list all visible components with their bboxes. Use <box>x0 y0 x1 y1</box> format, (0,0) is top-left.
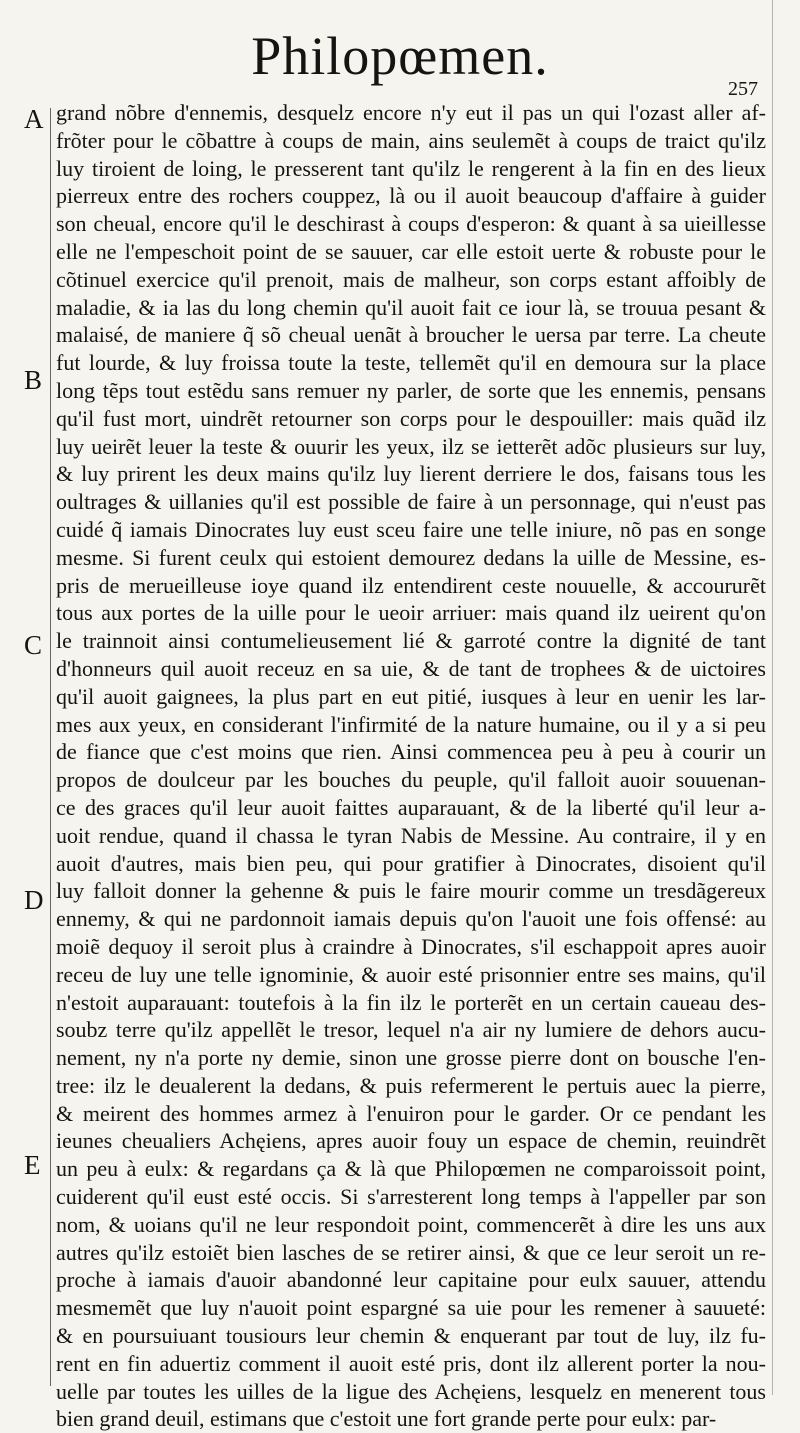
text-line: moiẽ dequoy il seroit plus à craindre à Dinocrates, s'il eschappoit apres auoir <box>56 933 766 959</box>
text-line: d'honneurs quil auoit receuz en sa uie, & de tant de trophees & de uictoires <box>56 655 766 681</box>
text-line: auoit d'autres, mais bien peu, qui pour gratifier à Dinocrates, disoient qu'il <box>56 850 766 876</box>
text-line: son cheual, encore qu'il le deschirast à coups d'esperon: & quant à sa uieillesse <box>56 211 766 237</box>
text-line: fut lourde, & luy froissa toute la teste, tellemẽt qu'il en demoura sur la place <box>56 350 766 376</box>
text-line: mesmemẽt que luy n'auoit point espargné sa uie pour les remener à sauueté: <box>56 1295 766 1321</box>
margin-marker-d: D <box>24 885 44 915</box>
text-line: & en poursuiuant tousiours leur chemin & enquerant par tout de luy, ilz fu- <box>56 1323 766 1349</box>
text-line: soubz terre qu'ilz appellẽt le tresor, lequel n'a air ny lumiere de dehors aucu- <box>56 1017 766 1043</box>
margin-marker-a: A <box>24 104 44 134</box>
text-line: nement, ny n'a porte ny demie, sinon une grosse pierre dont on bousche l'en- <box>56 1045 766 1071</box>
text-line: luy falloit donner la gehenne & puis le faire mourir comme un tresdãgereux <box>56 878 766 904</box>
text-line: ieunes cheualiers Achęiens, apres auoir fouy un espace de chemin, reuindrẽt <box>56 1128 766 1154</box>
page-edge-rule <box>772 0 773 1395</box>
margin-marker-c: C <box>24 630 43 660</box>
text-line: long tẽps tout estẽdu sans remuer ny parler, de sorte que les ennemis, pensans <box>56 377 766 403</box>
text-line: tous aux portes de la uille pour le ueoir arriuer: mais quand ilz ueirent qu'on <box>56 600 766 626</box>
text-line: nom, & uoians qu'il ne leur respondoit point, commencerẽt à dire les uns aux <box>56 1211 766 1237</box>
text-line: pierreux entre des rochers couppez, là ou il auoit beaucoup d'affaire à guider <box>56 183 766 209</box>
text-line: rent en fin aduertiz comment il auoit esté pris, dont ilz allerent porter la nou- <box>56 1350 766 1376</box>
text-line: elle ne l'empeschoit point de se sauuer, car elle estoit uerte & robuste pour le <box>56 238 766 264</box>
text-line: maladie, & ia las du long chemin qu'il auoit fait ce iour là, se trouua pesant & <box>56 294 766 320</box>
body-text <box>56 99 766 1433</box>
text-line: bien grand deuil, estimans que c'estoit une fort grande perte pour eulx: par- <box>56 1406 717 1432</box>
text-line: qu'il auoit gaignees, la plus part en eut pitié, iusques à leur en uenir les lar- <box>56 683 766 709</box>
margin-marker-e: E <box>24 1150 41 1180</box>
text-line: receu de luy une telle ignominie, & auoir esté prisonnier entre ses mains, qu'il <box>56 961 766 987</box>
text-line: de fiance que c'est moins que rien. Ainsi commencea peu à peu à courir un <box>56 739 766 765</box>
text-line: cõtinuel exercice qu'il prenoit, mais de malheur, son corps estant affoibly de <box>56 266 766 292</box>
left-margin-rule <box>50 108 51 1386</box>
text-line: mes aux yeux, en considerant l'infirmité de la nature humaine, ou il y a si peu <box>56 711 766 737</box>
text-line: & luy prirent les deux mains qu'ilz luy lierent derriere le dos, faisans tous les <box>56 461 766 487</box>
text-line: luy ueirẽt leuer la teste & ouurir les yeux, ilz se ietterẽt adõc plusieurs sur luy, <box>56 433 766 459</box>
text-line: un peu à eulx: & regardans ça & là que Philopœmen ne comparoissoit point, <box>56 1156 766 1182</box>
text-line: propos de doulceur par les bouches du peuple, qu'il falloit auoir souuenan- <box>56 767 766 793</box>
running-title: Philopœmen. <box>251 26 549 86</box>
text-line: cuiderent qu'il eust esté occis. Si s'arresterent long temps à l'appeller par son <box>56 1184 766 1210</box>
margin-marker-b: B <box>24 365 43 395</box>
text-line: malaisé, de maniere q̃ sõ cheual uenãt à broucher le uersa par terre. La cheute <box>56 322 766 348</box>
text-line: ennemy, & qui ne pardonnoit iamais depuis qu'on l'auoit une fois offensé: au <box>56 906 766 932</box>
text-line: oultrages & uillanies qu'il est possible de faire à un personnage, qui n'eust pas <box>56 489 766 515</box>
text-line: mesme. Si furent ceulx qui estoient demourez dedans la uille de Messine, es- <box>56 544 766 570</box>
text-line: pris de merueilleuse ioye quand ilz entendirent ceste nouuelle, & accoururẽt <box>56 572 766 598</box>
text-line: & meirent des hommes armez à l'enuiron pour le garder. Or ce pendant les <box>56 1100 766 1126</box>
text-line: qu'il fust mort, uindrẽt retourner son corps pour le despouiller: mais quãd ilz <box>56 405 766 431</box>
text-line: frõter pour le cõbattre à coups de main, ains seulemẽt à coups de traict qu'ilz <box>56 127 766 153</box>
text-line: le trainnoit ainsi contumelieusement lié & garroté contre la dignité de tant <box>56 628 766 654</box>
text-line: uoit rendue, quand il chassa le tyran Nabis de Messine. Au contraire, il y en <box>56 822 766 848</box>
page-number: 257 <box>728 78 758 100</box>
text-line: grand nõbre d'ennemis, desquelz encore n'y eut il pas un qui l'ozast aller af- <box>56 100 766 125</box>
text-line: tree: ilz le deualerent la dedans, & puis refermerent le pertuis auec la pierre, <box>56 1072 766 1098</box>
text-line: autres qu'ilz estoiẽt bien lasches de se retirer ainsi, & que ce leur seroit un re- <box>56 1239 766 1265</box>
text-line: cuidé q̃ iamais Dinocrates luy eust sceu faire une telle iniure, nõ pas en songe <box>56 516 766 542</box>
text-line: uelle par toutes les uilles de la ligue des Achęiens, lesquelz en menerent tous <box>56 1378 766 1404</box>
text-line: n'estoit auparauant: toutefois à la fin ilz le porterẽt en un certain caueau des- <box>56 989 766 1015</box>
text-line: luy tiroient de loing, le presserent tant qu'ilz le rengerent à la fin en des lieux <box>56 155 766 181</box>
text-line: ce des graces qu'il leur auoit faittes auparauant, & de la liberté qu'il leur a- <box>56 794 766 820</box>
text-line: proche à iamais d'auoir abandonné leur capitaine pour eulx sauuer, attendu <box>56 1267 766 1293</box>
